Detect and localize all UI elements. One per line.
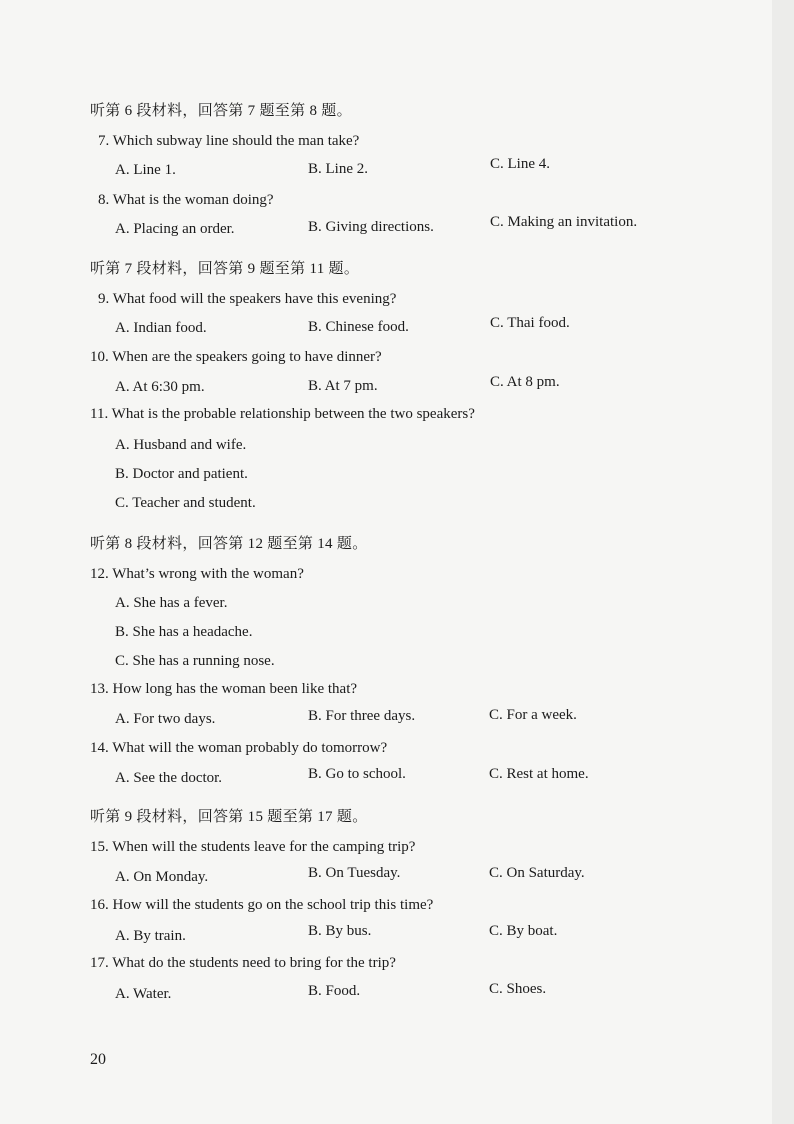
question-text: 11. What is the probable relationship between the two speakers? <box>90 406 475 422</box>
option-c: C. Line 4. <box>490 156 550 172</box>
question-text: 8. What is the woman doing? <box>98 192 274 208</box>
option-a: A. Water. <box>115 986 172 1002</box>
option-a: A. Line 1. <box>115 162 176 178</box>
page-number: 20 <box>90 1051 106 1068</box>
option-c: C. On Saturday. <box>489 865 585 881</box>
option-b: B. Line 2. <box>308 161 368 177</box>
section-heading: 听第 6 段材料，回答第 7 题至第 8 题。 <box>90 103 352 119</box>
question-text: 15. When will the students leave for the camping trip? <box>90 839 416 855</box>
option-c: C. Rest at home. <box>489 766 589 782</box>
option-a: A. On Monday. <box>115 869 209 885</box>
option-c: C. At 8 pm. <box>490 374 560 390</box>
option-b: B. At 7 pm. <box>308 378 378 394</box>
option-b: B. She has a headache. <box>115 624 253 640</box>
section-heading: 听第 9 段材料，回答第 15 题至第 17 题。 <box>90 809 368 825</box>
page-edge-shadow <box>772 0 794 1124</box>
option-b: B. For three days. <box>308 708 416 724</box>
question-text: 16. How will the students go on the school trip this time? <box>90 897 434 913</box>
option-c: C. By boat. <box>489 923 558 939</box>
option-a: A. Placing an order. <box>115 221 235 237</box>
question-text: 10. When are the speakers going to have dinner? <box>90 349 382 365</box>
option-b: B. Go to school. <box>308 766 406 782</box>
option-c: C. Thai food. <box>490 315 570 331</box>
option-a: A. For two days. <box>115 711 216 727</box>
question-text: 14. What will the woman probably do tomorrow? <box>90 740 388 756</box>
option-c: C. Making an invitation. <box>490 214 638 230</box>
section-heading: 听第 8 段材料，回答第 12 题至第 14 题。 <box>90 536 368 552</box>
option-c: C. Teacher and student. <box>115 495 256 511</box>
option-b: B. Doctor and patient. <box>115 466 248 482</box>
question-text: 9. What food will the speakers have this evening? <box>98 291 397 307</box>
question-text: 12. What’s wrong with the woman? <box>90 566 304 582</box>
option-a: A. By train. <box>115 928 186 944</box>
section-heading: 听第 7 段材料，回答第 9 题至第 11 题。 <box>90 261 360 277</box>
question-text: 7. Which subway line should the man take? <box>98 133 360 149</box>
option-b: B. By bus. <box>308 923 372 939</box>
option-c: C. Shoes. <box>489 981 547 997</box>
option-b: B. Giving directions. <box>308 219 434 235</box>
question-text: 17. What do the students need to bring for the trip? <box>90 955 396 971</box>
option-a: A. At 6:30 pm. <box>115 379 205 395</box>
option-b: B. Food. <box>308 983 361 999</box>
option-a: A. She has a fever. <box>115 595 228 611</box>
option-a: A. See the doctor. <box>115 770 223 786</box>
option-a: A. Husband and wife. <box>115 437 247 453</box>
option-c: C. For a week. <box>489 707 577 723</box>
option-b: B. On Tuesday. <box>308 865 401 881</box>
option-a: A. Indian food. <box>115 320 207 336</box>
question-text: 13. How long has the woman been like that? <box>90 681 358 697</box>
option-b: B. Chinese food. <box>308 319 409 335</box>
option-c: C. She has a running nose. <box>115 653 275 669</box>
